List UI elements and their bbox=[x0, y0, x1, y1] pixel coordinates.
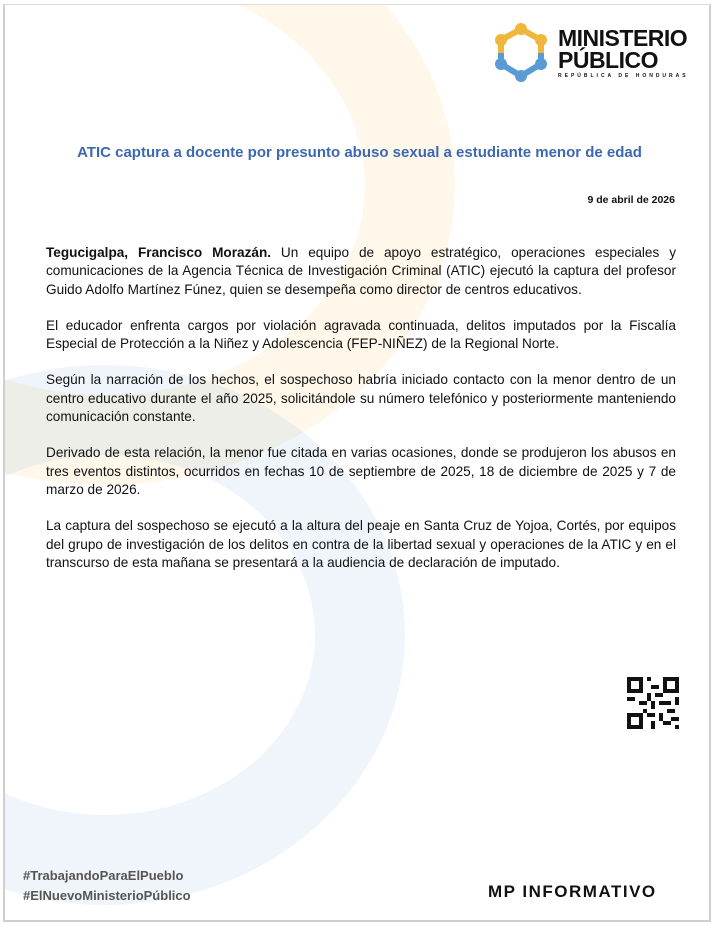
hashtag: #ElNuevoMinisterioPúblico bbox=[23, 888, 191, 903]
qr-code-icon bbox=[627, 677, 679, 729]
document-date: 9 de abril de 2026 bbox=[587, 194, 675, 206]
logo-subtitle: REPÚBLICA DE HONDURAS bbox=[558, 73, 689, 79]
paragraph: Derivado de esta relación, la menor fue citada en varias ocasiones, donde se produjeron los abusos en tres eventos distintos, ocurridos en fechas 10 de septiembre de 2025, 18 de diciembre de 2025 y 7 de marzo de 2026. bbox=[46, 445, 676, 497]
footer-hashtags bbox=[23, 866, 191, 906]
paragraph-lead: Tegucigalpa, Francisco Morazán. bbox=[46, 245, 272, 260]
hashtag: #TrabajandoParaElPueblo bbox=[23, 868, 184, 883]
ministerio-publico-logo bbox=[488, 20, 689, 86]
document-title: ATIC captura a docente por presunto abuso sexual a estudiante menor de edad bbox=[77, 144, 642, 161]
document-body bbox=[46, 244, 676, 590]
logo-emblem-icon bbox=[488, 20, 554, 86]
paragraph: El educador enfrenta cargos por violación agravada continuada, delitos imputados por la Fiscalía Especial de Protección a la Niñez y Adolescencia (FEP-NIÑEZ) de la Regional Norte. bbox=[46, 317, 676, 352]
paragraph bbox=[46, 244, 676, 299]
logo-line2: PÚBLICO bbox=[558, 47, 658, 73]
logo-line1: MINISTERIO bbox=[558, 25, 688, 51]
paragraph: La captura del sospechoso se ejecutó a la altura del peaje en Santa Cruz de Yojoa, Cortés, por equipos del grupo de investigación de los delitos en contra de la libertad sexual y operaciones de la ATIC y en el transcurso de esta mañana se presentará a la audiencia de declaración de imputado. bbox=[46, 518, 676, 570]
footer-brand: MP INFORMATIVO bbox=[488, 882, 657, 901]
paragraph: Según la narración de los hechos, el sospechoso habría iniciado contacto con la menor dentro de un centro educativo durante el año 2025, solicitándole su número telefónico y posteriormente manteniendo comunicación constante. bbox=[46, 372, 676, 425]
paragraph-text: Un equipo de apoyo estratégico, operaciones especiales y comunicaciones de la Agencia Técnica de Investigación Criminal (ATIC) ejecutó la captura del profesor Guido Adolfo Martínez Fúnez, quien se desempeña como director de centros educativos. bbox=[46, 245, 676, 297]
